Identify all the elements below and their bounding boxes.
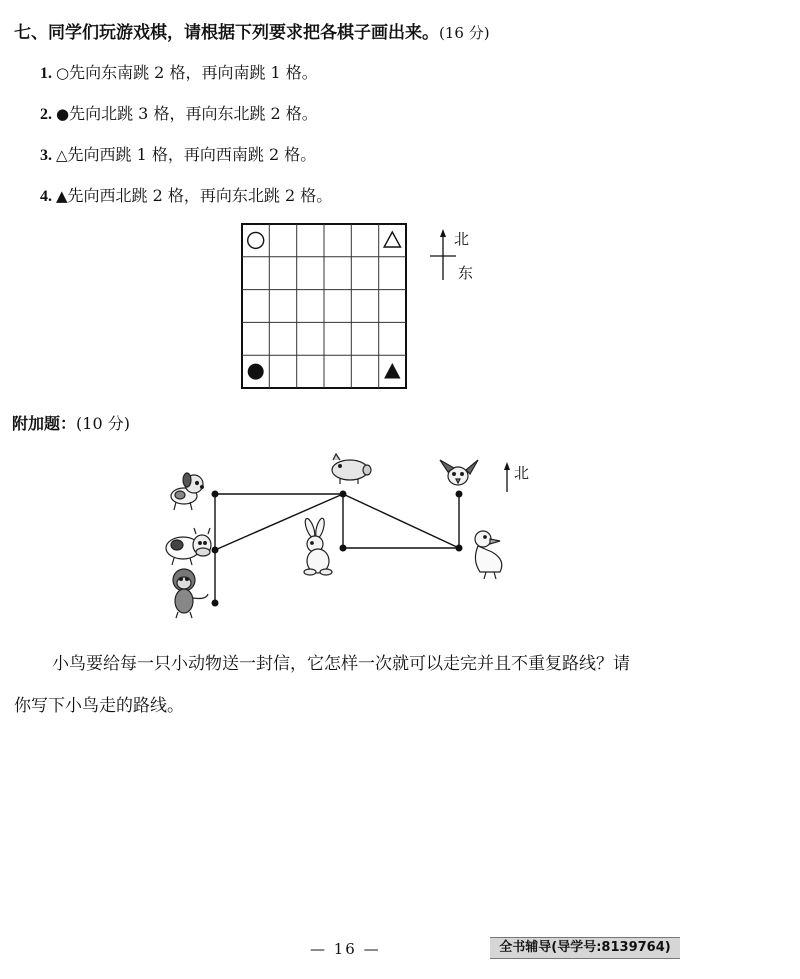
rabbit-icon bbox=[303, 517, 332, 575]
bonus-heading bbox=[12, 411, 130, 434]
bonus-points: (10 分) bbox=[76, 414, 130, 433]
route-lines bbox=[215, 494, 459, 603]
compass-north-label: 北 bbox=[454, 230, 470, 248]
instruction-item-4 bbox=[40, 183, 332, 206]
monkey-icon bbox=[173, 569, 208, 618]
item-text: 先向东南跳 2 格，再向南跳 1 格。 bbox=[69, 63, 318, 82]
compass bbox=[428, 228, 488, 288]
instruction-item-1 bbox=[40, 60, 318, 83]
question-line-1: 小鸟要给每一只小动物送一封信，它怎样一次就可以走完并且不重复路线？请 bbox=[52, 654, 630, 674]
north-label: 北 bbox=[514, 464, 530, 482]
piece-circle-filled bbox=[248, 364, 264, 380]
item-number: 3. bbox=[40, 147, 52, 164]
item-number: 4. bbox=[40, 188, 52, 205]
cow-icon bbox=[166, 528, 211, 565]
bonus-label: 附加题： bbox=[12, 414, 77, 433]
piece-triangle-filled bbox=[384, 363, 400, 379]
section-7-title-text: 七、同学们玩游戏棋，请根据下列要求把各棋子画出来。 bbox=[14, 23, 439, 43]
triangle-outline-icon: △ bbox=[56, 146, 68, 164]
north-arrow-icon bbox=[504, 462, 510, 492]
compass-east-label: 东 bbox=[458, 264, 474, 282]
item-text: 先向西北跳 2 格，再向东北跳 2 格。 bbox=[67, 186, 333, 205]
item-number: 1. bbox=[40, 65, 52, 82]
item-number: 2. bbox=[40, 106, 52, 123]
page-number: — 16 — bbox=[310, 940, 381, 958]
item-text: 先向西跳 1 格，再向西南跳 2 格。 bbox=[67, 145, 317, 164]
duck-icon bbox=[475, 531, 502, 579]
piece-circle-outline bbox=[248, 232, 264, 248]
route-diagram bbox=[150, 448, 550, 623]
pig-icon bbox=[332, 454, 371, 484]
bird-icon bbox=[440, 460, 478, 485]
piece-triangle-outline bbox=[384, 232, 400, 247]
grid-lines bbox=[242, 224, 406, 388]
circle-outline-icon: ○ bbox=[56, 64, 70, 82]
triangle-filled-icon: ▲ bbox=[56, 187, 68, 205]
footer-brand: 全书辅导(导学号:8139764) bbox=[490, 937, 680, 959]
dog-icon bbox=[171, 473, 204, 510]
section-7-title bbox=[14, 18, 490, 43]
instruction-item-2 bbox=[40, 101, 318, 124]
bonus-question bbox=[14, 643, 714, 727]
item-text: 先向北跳 3 格，再向东北跳 2 格。 bbox=[69, 104, 318, 123]
instruction-item-3 bbox=[40, 142, 316, 165]
question-line-2: 你写下小鸟走的路线。 bbox=[14, 696, 184, 716]
circle-filled-icon: ● bbox=[56, 105, 70, 123]
section-7-points: (16 分) bbox=[439, 24, 490, 42]
game-board-grid bbox=[240, 222, 410, 390]
